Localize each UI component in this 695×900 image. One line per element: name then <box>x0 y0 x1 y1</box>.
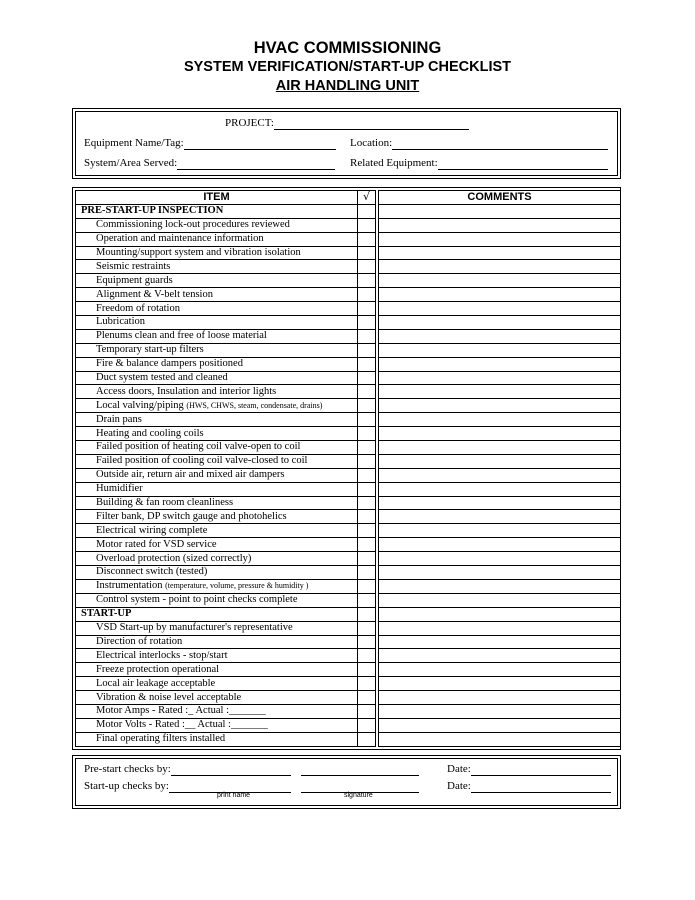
comment-cell[interactable] <box>379 246 621 260</box>
check-cell[interactable] <box>358 288 376 302</box>
check-cell[interactable] <box>358 329 376 343</box>
related-input-line[interactable] <box>438 158 608 170</box>
item-label: Plenums clean and free of loose material <box>96 330 267 342</box>
comment-cell[interactable] <box>379 204 621 218</box>
item-label: Filter bank, DP switch gauge and photohelics <box>96 510 287 522</box>
checklist-row <box>76 357 621 371</box>
item-note: (HWS, CHWS, steam, condensate, drains) <box>186 400 323 410</box>
check-cell[interactable] <box>358 691 376 705</box>
item-label: Access doors, Insulation and interior lights <box>96 385 277 397</box>
comment-cell[interactable] <box>379 260 621 274</box>
system-input-line[interactable] <box>177 158 335 170</box>
check-cell[interactable] <box>358 427 376 441</box>
item-label: Electrical wiring complete <box>96 524 208 536</box>
item-cell <box>76 371 358 385</box>
equipment-field <box>84 137 336 150</box>
comment-cell[interactable] <box>379 732 621 746</box>
equipment-input-line[interactable] <box>184 138 336 150</box>
checklist-table <box>75 190 621 747</box>
check-cell[interactable] <box>358 704 376 718</box>
check-cell[interactable] <box>358 343 376 357</box>
related-label: Related Equipment: <box>350 157 438 169</box>
project-label: PROJECT: <box>225 117 274 129</box>
check-cell[interactable] <box>358 718 376 732</box>
check-cell[interactable] <box>358 316 376 330</box>
checklist-row <box>76 704 621 718</box>
item-cell <box>76 621 358 635</box>
checklist-row <box>76 218 621 232</box>
checklist-row <box>76 302 621 316</box>
item-label: Outside air, return air and mixed air dampers <box>96 469 285 481</box>
item-label: Drain pans <box>96 413 142 425</box>
comment-cell[interactable] <box>379 357 621 371</box>
check-column-header: √ <box>358 191 376 205</box>
comment-cell[interactable] <box>379 399 621 413</box>
checklist-row <box>76 718 621 732</box>
item-label: Seismic restraints <box>96 260 171 272</box>
comment-cell[interactable] <box>379 607 621 621</box>
comment-cell[interactable] <box>379 566 621 580</box>
checklist-row <box>76 566 621 580</box>
checklist-row <box>76 552 621 566</box>
checklist-row <box>76 343 621 357</box>
checklist-body <box>76 204 621 746</box>
section-row <box>76 204 621 218</box>
item-cell <box>76 232 358 246</box>
comment-cell[interactable] <box>379 218 621 232</box>
item-label: Failed position of cooling coil valve-closed to coil <box>96 455 308 467</box>
checklist-row <box>76 427 621 441</box>
checklist-row <box>76 232 621 246</box>
comment-cell[interactable] <box>379 232 621 246</box>
section-title: START-UP <box>76 607 358 621</box>
item-label: Heating and cooling coils <box>96 427 204 439</box>
check-cell[interactable] <box>358 385 376 399</box>
item-label: Vibration & noise level acceptable <box>96 691 242 703</box>
check-cell[interactable] <box>358 552 376 566</box>
checklist-row <box>76 649 621 663</box>
checklist-row <box>76 496 621 510</box>
check-cell[interactable] <box>358 413 376 427</box>
document-title: HVAC COMMISSIONING <box>253 39 442 57</box>
check-cell[interactable] <box>358 607 376 621</box>
check-cell[interactable] <box>358 441 376 455</box>
item-cell <box>76 649 358 663</box>
item-cell <box>76 385 358 399</box>
item-cell <box>76 468 358 482</box>
comment-cell[interactable] <box>379 635 621 649</box>
equipment-label: Equipment Name/Tag: <box>84 137 184 149</box>
check-cell[interactable] <box>358 496 376 510</box>
check-cell[interactable] <box>358 566 376 580</box>
checklist-row <box>76 371 621 385</box>
comments-column-header: COMMENTS <box>379 191 621 205</box>
item-cell <box>76 579 358 593</box>
system-label: System/Area Served: <box>84 157 178 169</box>
check-cell[interactable] <box>358 677 376 691</box>
item-cell <box>76 482 358 496</box>
item-cell <box>76 454 358 468</box>
comment-cell[interactable] <box>379 468 621 482</box>
table-header-row <box>76 191 621 205</box>
comment-cell[interactable] <box>379 663 621 677</box>
comment-cell[interactable] <box>379 704 621 718</box>
item-label: Commissioning lock-out procedures reviewed <box>96 219 290 231</box>
checklist-row <box>76 732 621 746</box>
item-cell <box>76 510 358 524</box>
item-label: Control system - point to point checks complete <box>96 594 298 606</box>
item-cell <box>76 552 358 566</box>
location-field <box>350 137 608 150</box>
project-field <box>225 117 469 130</box>
checklist-row <box>76 677 621 691</box>
comment-cell[interactable] <box>379 371 621 385</box>
unit-title: AIR HANDLING UNIT <box>275 78 420 94</box>
checklist-row <box>76 454 621 468</box>
item-label: Electrical interlocks - stop/start <box>96 649 228 661</box>
checklist-row <box>76 274 621 288</box>
item-cell <box>76 496 358 510</box>
item-label: Fire & balance dampers positioned <box>96 358 243 370</box>
location-label: Location: <box>350 137 393 149</box>
comment-cell[interactable] <box>379 316 621 330</box>
item-cell <box>76 274 358 288</box>
check-cell[interactable] <box>358 302 376 316</box>
check-cell[interactable] <box>358 621 376 635</box>
check-cell[interactable] <box>358 204 376 218</box>
startup-label: Start-up checks by: <box>84 780 169 792</box>
checklist-row <box>76 468 621 482</box>
startup-date-field <box>447 780 611 793</box>
checklist-row <box>76 385 621 399</box>
comment-cell[interactable] <box>379 302 621 316</box>
check-cell[interactable] <box>358 482 376 496</box>
item-cell <box>76 399 358 413</box>
item-cell <box>76 566 358 580</box>
item-label: Humidifier <box>96 483 143 495</box>
item-cell <box>76 316 358 330</box>
related-field <box>350 157 608 170</box>
section-title: PRE-START-UP INSPECTION <box>76 204 358 218</box>
checklist-row <box>76 691 621 705</box>
prestart-date-field <box>447 763 611 776</box>
checklist-row <box>76 579 621 593</box>
item-note: (temperature, volume, pressure & humidity ) <box>165 581 309 591</box>
item-cell <box>76 260 358 274</box>
item-label: Building & fan room cleanliness <box>96 497 234 509</box>
item-label: Disconnect switch (tested) <box>96 566 208 578</box>
checklist-row <box>76 593 621 607</box>
startup-date-label: Date: <box>447 780 471 792</box>
print-name-caption: print name <box>217 792 251 799</box>
comment-cell[interactable] <box>379 621 621 635</box>
checklist-row <box>76 441 621 455</box>
item-cell <box>76 246 358 260</box>
item-label: Direction of rotation <box>96 635 183 647</box>
item-cell <box>76 691 358 705</box>
item-cell <box>76 677 358 691</box>
item-cell <box>76 732 358 746</box>
comment-cell[interactable] <box>379 510 621 524</box>
checklist-row <box>76 399 621 413</box>
comment-cell[interactable] <box>379 649 621 663</box>
item-cell <box>76 218 358 232</box>
comment-cell[interactable] <box>379 593 621 607</box>
check-cell[interactable] <box>358 579 376 593</box>
comment-cell[interactable] <box>379 427 621 441</box>
item-cell <box>76 329 358 343</box>
check-cell[interactable] <box>358 371 376 385</box>
comment-cell[interactable] <box>379 274 621 288</box>
check-cell[interactable] <box>358 454 376 468</box>
item-label: Motor rated for VSD service <box>96 538 217 550</box>
comment-cell[interactable] <box>379 441 621 455</box>
checklist-row <box>76 635 621 649</box>
check-cell[interactable] <box>358 635 376 649</box>
item-cell <box>76 538 358 552</box>
item-cell <box>76 343 358 357</box>
item-label: Local air leakage acceptable <box>96 677 216 689</box>
item-label: Final operating filters installed <box>96 733 226 745</box>
check-cell[interactable] <box>358 246 376 260</box>
check-cell[interactable] <box>358 357 376 371</box>
prestart-label: Pre-start checks by: <box>84 763 171 775</box>
item-label: Motor Amps - Rated :_ Actual :_______ <box>96 705 266 717</box>
checklist-row <box>76 246 621 260</box>
checklist-row <box>76 538 621 552</box>
checklist-row <box>76 510 621 524</box>
checklist-box <box>72 187 621 750</box>
item-label: Instrumentation <box>96 580 163 592</box>
comment-cell[interactable] <box>379 552 621 566</box>
checklist-row <box>76 288 621 302</box>
prestart-field <box>84 763 419 776</box>
check-cell[interactable] <box>358 649 376 663</box>
checklist-row <box>76 663 621 677</box>
comment-cell[interactable] <box>379 538 621 552</box>
checklist-row <box>76 316 621 330</box>
item-label: Motor Volts - Rated :__ Actual :_______ <box>96 719 268 731</box>
comment-cell[interactable] <box>379 343 621 357</box>
item-cell <box>76 427 358 441</box>
item-cell <box>76 635 358 649</box>
item-label: Equipment guards <box>96 274 173 286</box>
item-cell <box>76 524 358 538</box>
comment-cell[interactable] <box>379 496 621 510</box>
prestart-signature-line[interactable] <box>301 764 419 776</box>
check-cell[interactable] <box>358 468 376 482</box>
item-label: Lubrication <box>96 316 145 328</box>
comment-cell[interactable] <box>379 718 621 732</box>
check-cell[interactable] <box>358 218 376 232</box>
comment-cell[interactable] <box>379 677 621 691</box>
comment-cell[interactable] <box>379 454 621 468</box>
check-cell[interactable] <box>358 538 376 552</box>
startup-date-line[interactable] <box>471 781 611 793</box>
item-label: Alignment & V-belt tension <box>96 288 213 300</box>
check-cell[interactable] <box>358 260 376 274</box>
item-label: Freeze protection operational <box>96 663 220 675</box>
check-cell[interactable] <box>358 399 376 413</box>
comment-cell[interactable] <box>379 482 621 496</box>
location-input-line[interactable] <box>392 138 608 150</box>
prestart-date-line[interactable] <box>471 764 611 776</box>
checklist-row <box>76 482 621 496</box>
item-cell <box>76 718 358 732</box>
item-cell <box>76 593 358 607</box>
item-cell <box>76 704 358 718</box>
checklist-row <box>76 524 621 538</box>
comment-cell[interactable] <box>379 288 621 302</box>
item-cell <box>76 357 358 371</box>
comment-cell[interactable] <box>379 413 621 427</box>
comment-cell[interactable] <box>379 524 621 538</box>
item-cell <box>76 663 358 677</box>
prestart-date-label: Date: <box>447 763 471 775</box>
comment-cell[interactable] <box>379 691 621 705</box>
check-cell[interactable] <box>358 732 376 746</box>
check-cell[interactable] <box>358 524 376 538</box>
item-label: Duct system tested and cleaned <box>96 372 228 384</box>
comment-cell[interactable] <box>379 329 621 343</box>
checklist-row <box>76 329 621 343</box>
item-label: Temporary start-up filters <box>96 344 204 356</box>
checklist-row <box>76 260 621 274</box>
item-column-header: ITEM <box>76 191 358 205</box>
signature-caption: signature <box>344 792 373 799</box>
item-label: Freedom of rotation <box>96 302 180 314</box>
check-cell[interactable] <box>358 663 376 677</box>
check-cell[interactable] <box>358 274 376 288</box>
checklist-row <box>76 621 621 635</box>
item-label: VSD Start-up by manufacturer's representative <box>96 622 293 634</box>
check-cell[interactable] <box>358 232 376 246</box>
item-label: Failed position of heating coil valve-open to coil <box>96 441 301 453</box>
item-cell <box>76 441 358 455</box>
item-cell <box>76 288 358 302</box>
item-label: Local valving/piping <box>96 399 184 411</box>
section-row <box>76 607 621 621</box>
item-label: Operation and maintenance information <box>96 233 264 245</box>
project-input-line[interactable] <box>274 118 469 130</box>
document-header <box>0 38 695 96</box>
item-cell <box>76 302 358 316</box>
system-field <box>84 157 335 170</box>
item-label: Overload protection (sized correctly) <box>96 552 252 564</box>
comment-cell[interactable] <box>379 579 621 593</box>
prestart-print-name-line[interactable] <box>171 764 291 776</box>
check-cell[interactable] <box>358 593 376 607</box>
comment-cell[interactable] <box>379 385 621 399</box>
checklist-row <box>76 413 621 427</box>
check-cell[interactable] <box>358 510 376 524</box>
item-label: Mounting/support system and vibration isolation <box>96 247 301 258</box>
item-cell <box>76 413 358 427</box>
document-subtitle: SYSTEM VERIFICATION/START-UP CHECKLIST <box>183 59 512 75</box>
